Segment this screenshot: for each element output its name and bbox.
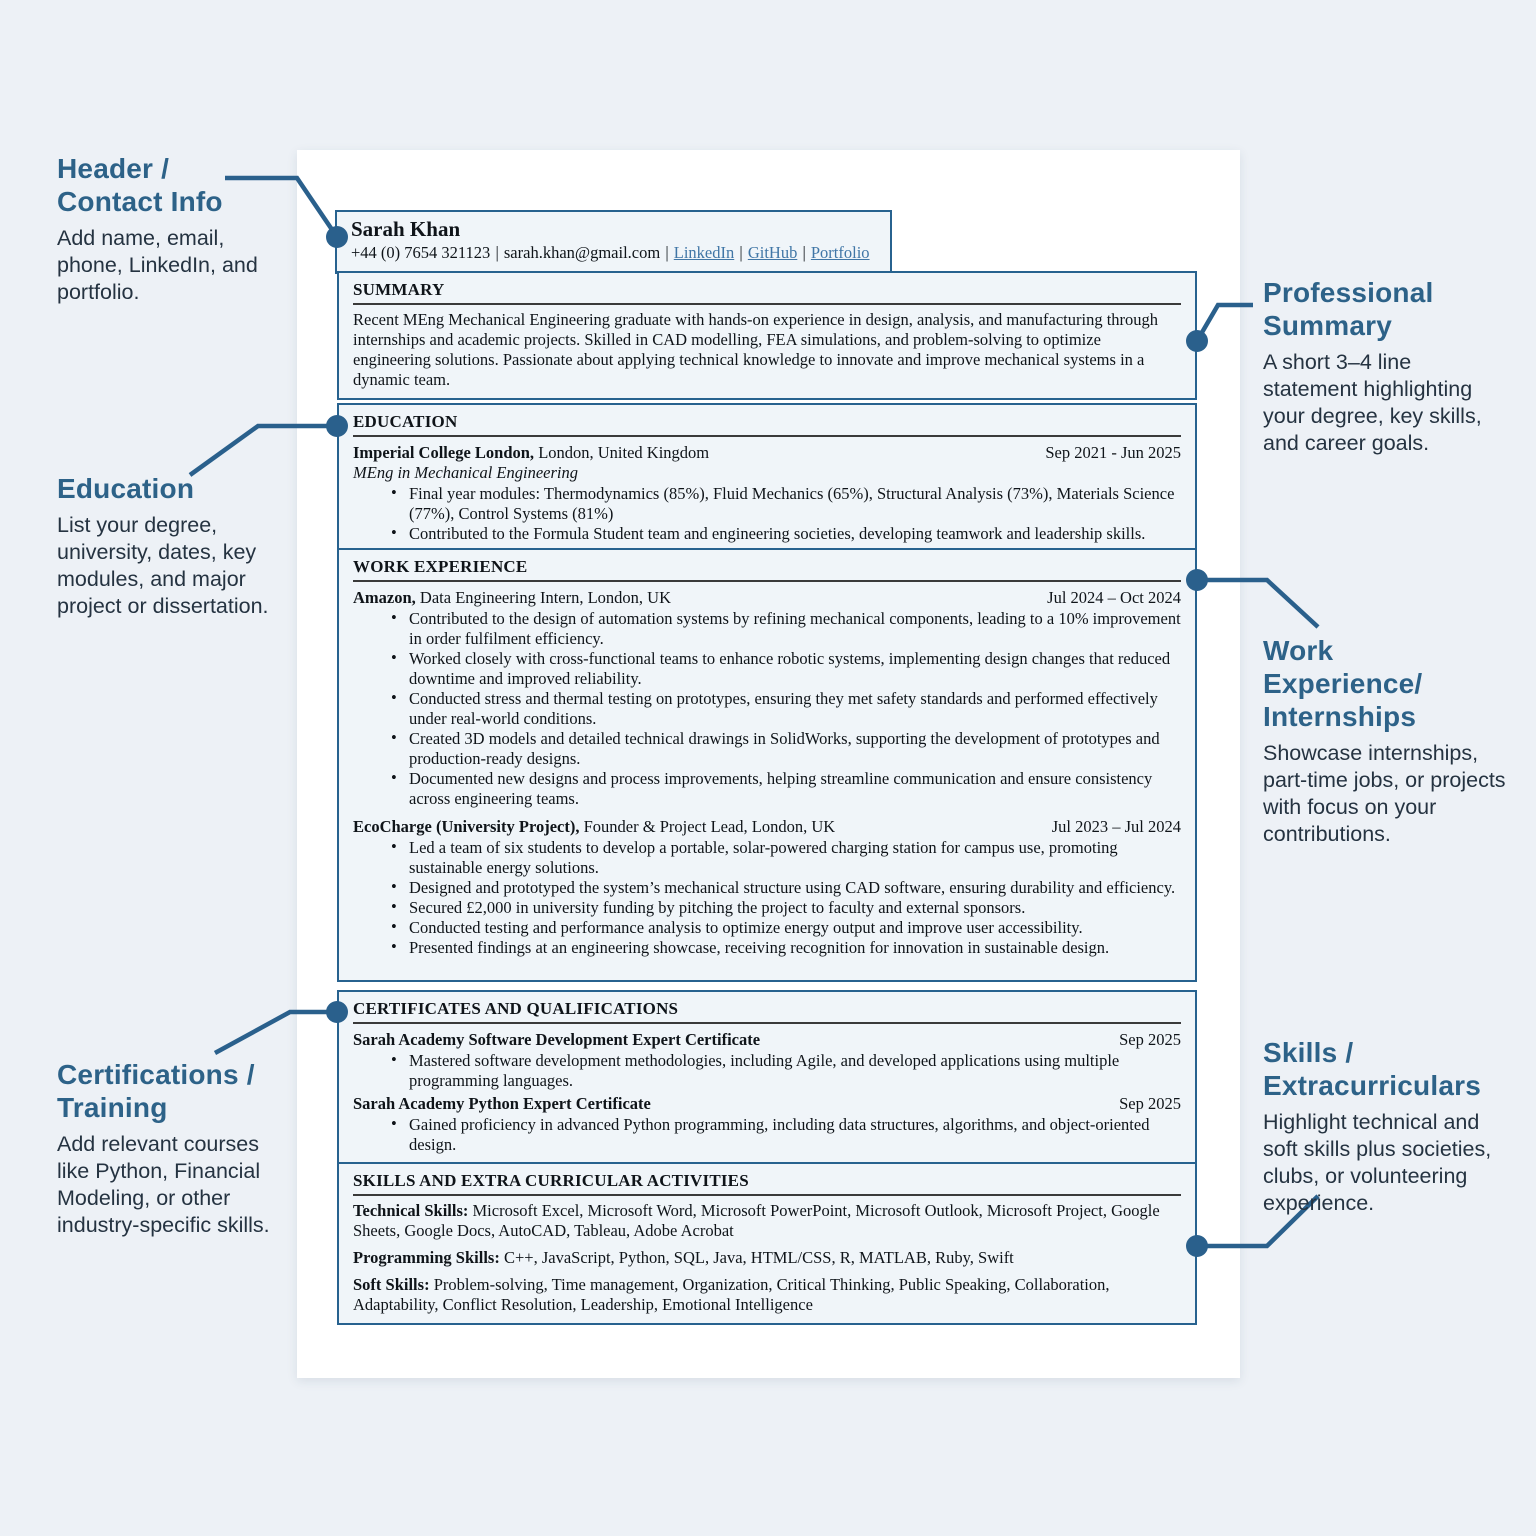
skill-label: Soft Skills: xyxy=(353,1275,430,1294)
annotation-title-line: Contact Info xyxy=(57,186,223,217)
summary-section-title: SUMMARY xyxy=(353,279,1181,305)
bullet-item: • Designed and prototyped the system’s mechanical structure using CAD software, ensuring durability and efficiency. xyxy=(353,878,1181,898)
annotation-title xyxy=(1263,1036,1519,1102)
annotation-title-line: Summary xyxy=(1263,310,1393,341)
skill-list: Problem-solving, Time management, Organization, Critical Thinking, Public Speaking, Collaboration, Adaptability, Conflict Resolution, Leadership, Emotional Intelligence xyxy=(353,1275,1110,1314)
annotation-title-line: Extracurriculars xyxy=(1263,1070,1481,1101)
education-entry-header xyxy=(353,442,1181,463)
annotation-title-line: Education xyxy=(57,473,195,504)
certificate-dates: Sep 2025 xyxy=(1119,1094,1181,1113)
bullet-item: • Final year modules: Thermodynamics (85%), Fluid Mechanics (65%), Structural Analysis (73%), Materials Science (77%), Control Systems (81%) xyxy=(353,484,1181,524)
summary-section xyxy=(337,271,1197,400)
summary-text: Recent MEng Mechanical Engineering graduate with hands-on experience in design, analysis, and manufacturing through internships and academic projects. Skilled in CAD modelling, FEA simulations, and problem-solving to optimize engineering solutions. Passionate about applying technical knowledge to innovate and improve mechanical systems in a dynamic team. xyxy=(353,310,1159,389)
annotation-title xyxy=(1263,634,1511,733)
education-institution-line xyxy=(353,442,709,463)
bullet-item: • Gained proficiency in advanced Python programming, including data structures, algorithms, and object-oriented design. xyxy=(353,1115,1181,1155)
certificate-dates: Sep 2025 xyxy=(1119,1030,1181,1049)
certificate-entry-header xyxy=(353,1029,1181,1050)
phone-number: +44 (0) 7654 321123 xyxy=(351,243,491,262)
bullet-item: • Contributed to the design of automation systems by refining mechanical components, leading to a 10% improvement in order fulfilment efficiency. xyxy=(353,609,1181,649)
job-role: Data Engineering Intern, London, UK xyxy=(419,588,672,607)
separator: | xyxy=(495,243,499,262)
annotation-title-line: Certifications / xyxy=(57,1059,255,1090)
bullet-item: • Led a team of six students to develop a portable, solar-powered charging station for campus use, promoting sustainable energy solutions. xyxy=(353,838,1181,878)
annotation-body: Add name, email, phone, LinkedIn, and portfolio. xyxy=(57,226,258,304)
skill-list: Microsoft Excel, Microsoft Word, Microsoft PowerPoint, Microsoft Outlook, Microsoft Project, Google Sheets, Google Docs, AutoCAD, Tableau, Adobe Acrobat xyxy=(353,1201,1160,1240)
job-dates: Jul 2024 – Oct 2024 xyxy=(1047,588,1181,607)
separator: | xyxy=(739,243,743,262)
skill-label: Technical Skills: xyxy=(353,1201,469,1220)
company-name: EcoCharge (University Project), xyxy=(353,817,580,836)
annotation-title-line: Header / xyxy=(57,153,170,184)
annotation-title-line: Professional xyxy=(1263,277,1434,308)
linkedin-link[interactable]: LinkedIn xyxy=(673,243,735,262)
education-section xyxy=(337,403,1197,556)
technical-skills-row xyxy=(353,1201,1181,1241)
certificates-section-title: CERTIFICATES AND QUALIFICATIONS xyxy=(353,998,1181,1024)
annotation-title-line: Training xyxy=(57,1092,168,1123)
bullet-item: • Secured £2,000 in university funding by pitching the project to faculty and external sponsors. xyxy=(353,898,1181,918)
bullet-item: • Conducted testing and performance analysis to optimize energy output and improve user accessibility. xyxy=(353,918,1181,938)
bullet-item: • Conducted stress and thermal testing on prototypes, ensuring they met safety standards and performed effectively under real-world conditions. xyxy=(353,689,1181,729)
work-section-title: WORK EXPERIENCE xyxy=(353,556,1181,582)
skills-section-title: SKILLS AND EXTRA CURRICULAR ACTIVITIES xyxy=(353,1170,1181,1196)
email-address: sarah.khan@gmail.com xyxy=(503,243,661,262)
annotation-certifications xyxy=(57,1058,283,1239)
education-section-title: EDUCATION xyxy=(353,411,1181,437)
programming-skills-row xyxy=(353,1248,1181,1268)
soft-skills-row xyxy=(353,1275,1181,1315)
annotation-title-line: Work xyxy=(1263,635,1334,666)
github-link[interactable]: GitHub xyxy=(747,243,798,262)
work-experience-section xyxy=(337,548,1197,982)
certificate-entry-header xyxy=(353,1093,1181,1114)
skills-section xyxy=(337,1162,1197,1325)
annotation-title-line: Internships xyxy=(1263,701,1417,732)
resume-contact-line xyxy=(351,242,876,264)
annotation-title-line: Skills / xyxy=(1263,1037,1354,1068)
job-bullets xyxy=(353,838,1181,958)
annotation-title-line: Experience/ xyxy=(1263,668,1423,699)
annotation-title xyxy=(57,472,271,505)
bullet-item: • Worked closely with cross-functional teams to enhance robotic systems, implementing design changes that reduced downtime and improved reliability. xyxy=(353,649,1181,689)
annotation-professional-summary xyxy=(1263,276,1511,457)
job-entry-header xyxy=(353,816,1181,837)
separator: | xyxy=(665,243,669,262)
job-bullets xyxy=(353,609,1181,809)
resume-header-box xyxy=(335,210,892,274)
bullet-item: • Documented new designs and process improvements, helping streamline communication and ensure consistency across engineering teams. xyxy=(353,769,1181,809)
skill-label: Programming Skills: xyxy=(353,1248,500,1267)
institution-location: London, United Kingdom xyxy=(538,443,710,462)
certificate-bullets xyxy=(353,1115,1181,1155)
annotation-work-experience xyxy=(1263,634,1511,848)
education-bullets xyxy=(353,484,1181,544)
annotation-body: Add relevant courses like Python, Financial Modeling, or other industry-specific skills. xyxy=(57,1132,270,1237)
resume-name: Sarah Khan xyxy=(351,217,461,241)
annotation-body: Showcase internships, part-time jobs, or projects with focus on your contributions. xyxy=(1263,741,1506,846)
job-entry-header xyxy=(353,587,1181,608)
bullet-item: • Contributed to the Formula Student team and engineering societies, developing teamwork and leadership skills. xyxy=(353,524,1181,544)
company-name: Amazon, xyxy=(353,588,416,607)
annotation-title xyxy=(57,152,271,218)
portfolio-link[interactable]: Portfolio xyxy=(810,243,870,262)
job-company-line xyxy=(353,587,671,608)
annotation-skills-extracurriculars xyxy=(1263,1036,1519,1217)
bullet-item: • Mastered software development methodologies, including Agile, and developed applications using multiple programming languages. xyxy=(353,1051,1181,1091)
annotation-body: List your degree, university, dates, key modules, and major project or dissertation. xyxy=(57,513,269,618)
institution-name: Imperial College London, xyxy=(353,443,535,462)
job-company-line xyxy=(353,816,835,837)
certificate-bullets xyxy=(353,1051,1181,1091)
certificate-name: Sarah Academy Software Development Expert Certificate xyxy=(353,1030,761,1049)
separator: | xyxy=(802,243,806,262)
certificates-section xyxy=(337,990,1197,1167)
annotation-title xyxy=(57,1058,283,1124)
education-dates: Sep 2021 - Jun 2025 xyxy=(1045,443,1181,462)
bullet-item: • Created 3D models and detailed technical drawings in SolidWorks, supporting the development of prototypes and production-ready designs. xyxy=(353,729,1181,769)
degree-title: MEng in Mechanical Engineering xyxy=(353,463,578,482)
annotation-body: Highlight technical and soft skills plus societies, clubs, or volunteering experience. xyxy=(1263,1110,1492,1215)
skill-list: C++, JavaScript, Python, SQL, Java, HTML/CSS, R, MATLAB, Ruby, Swift xyxy=(503,1248,1014,1267)
annotation-body: A short 3–4 line statement highlighting your degree, key skills, and career goals. xyxy=(1263,350,1482,455)
annotation-education xyxy=(57,472,271,620)
bullet-item: • Presented findings at an engineering showcase, receiving recognition for innovation in sustainable design. xyxy=(353,938,1181,958)
job-dates: Jul 2023 – Jul 2024 xyxy=(1051,817,1181,836)
annotation-title xyxy=(1263,276,1511,342)
annotation-header-contact xyxy=(57,152,271,306)
job-role: Founder & Project Lead, London, UK xyxy=(583,817,836,836)
certificate-name: Sarah Academy Python Expert Certificate xyxy=(353,1094,651,1113)
